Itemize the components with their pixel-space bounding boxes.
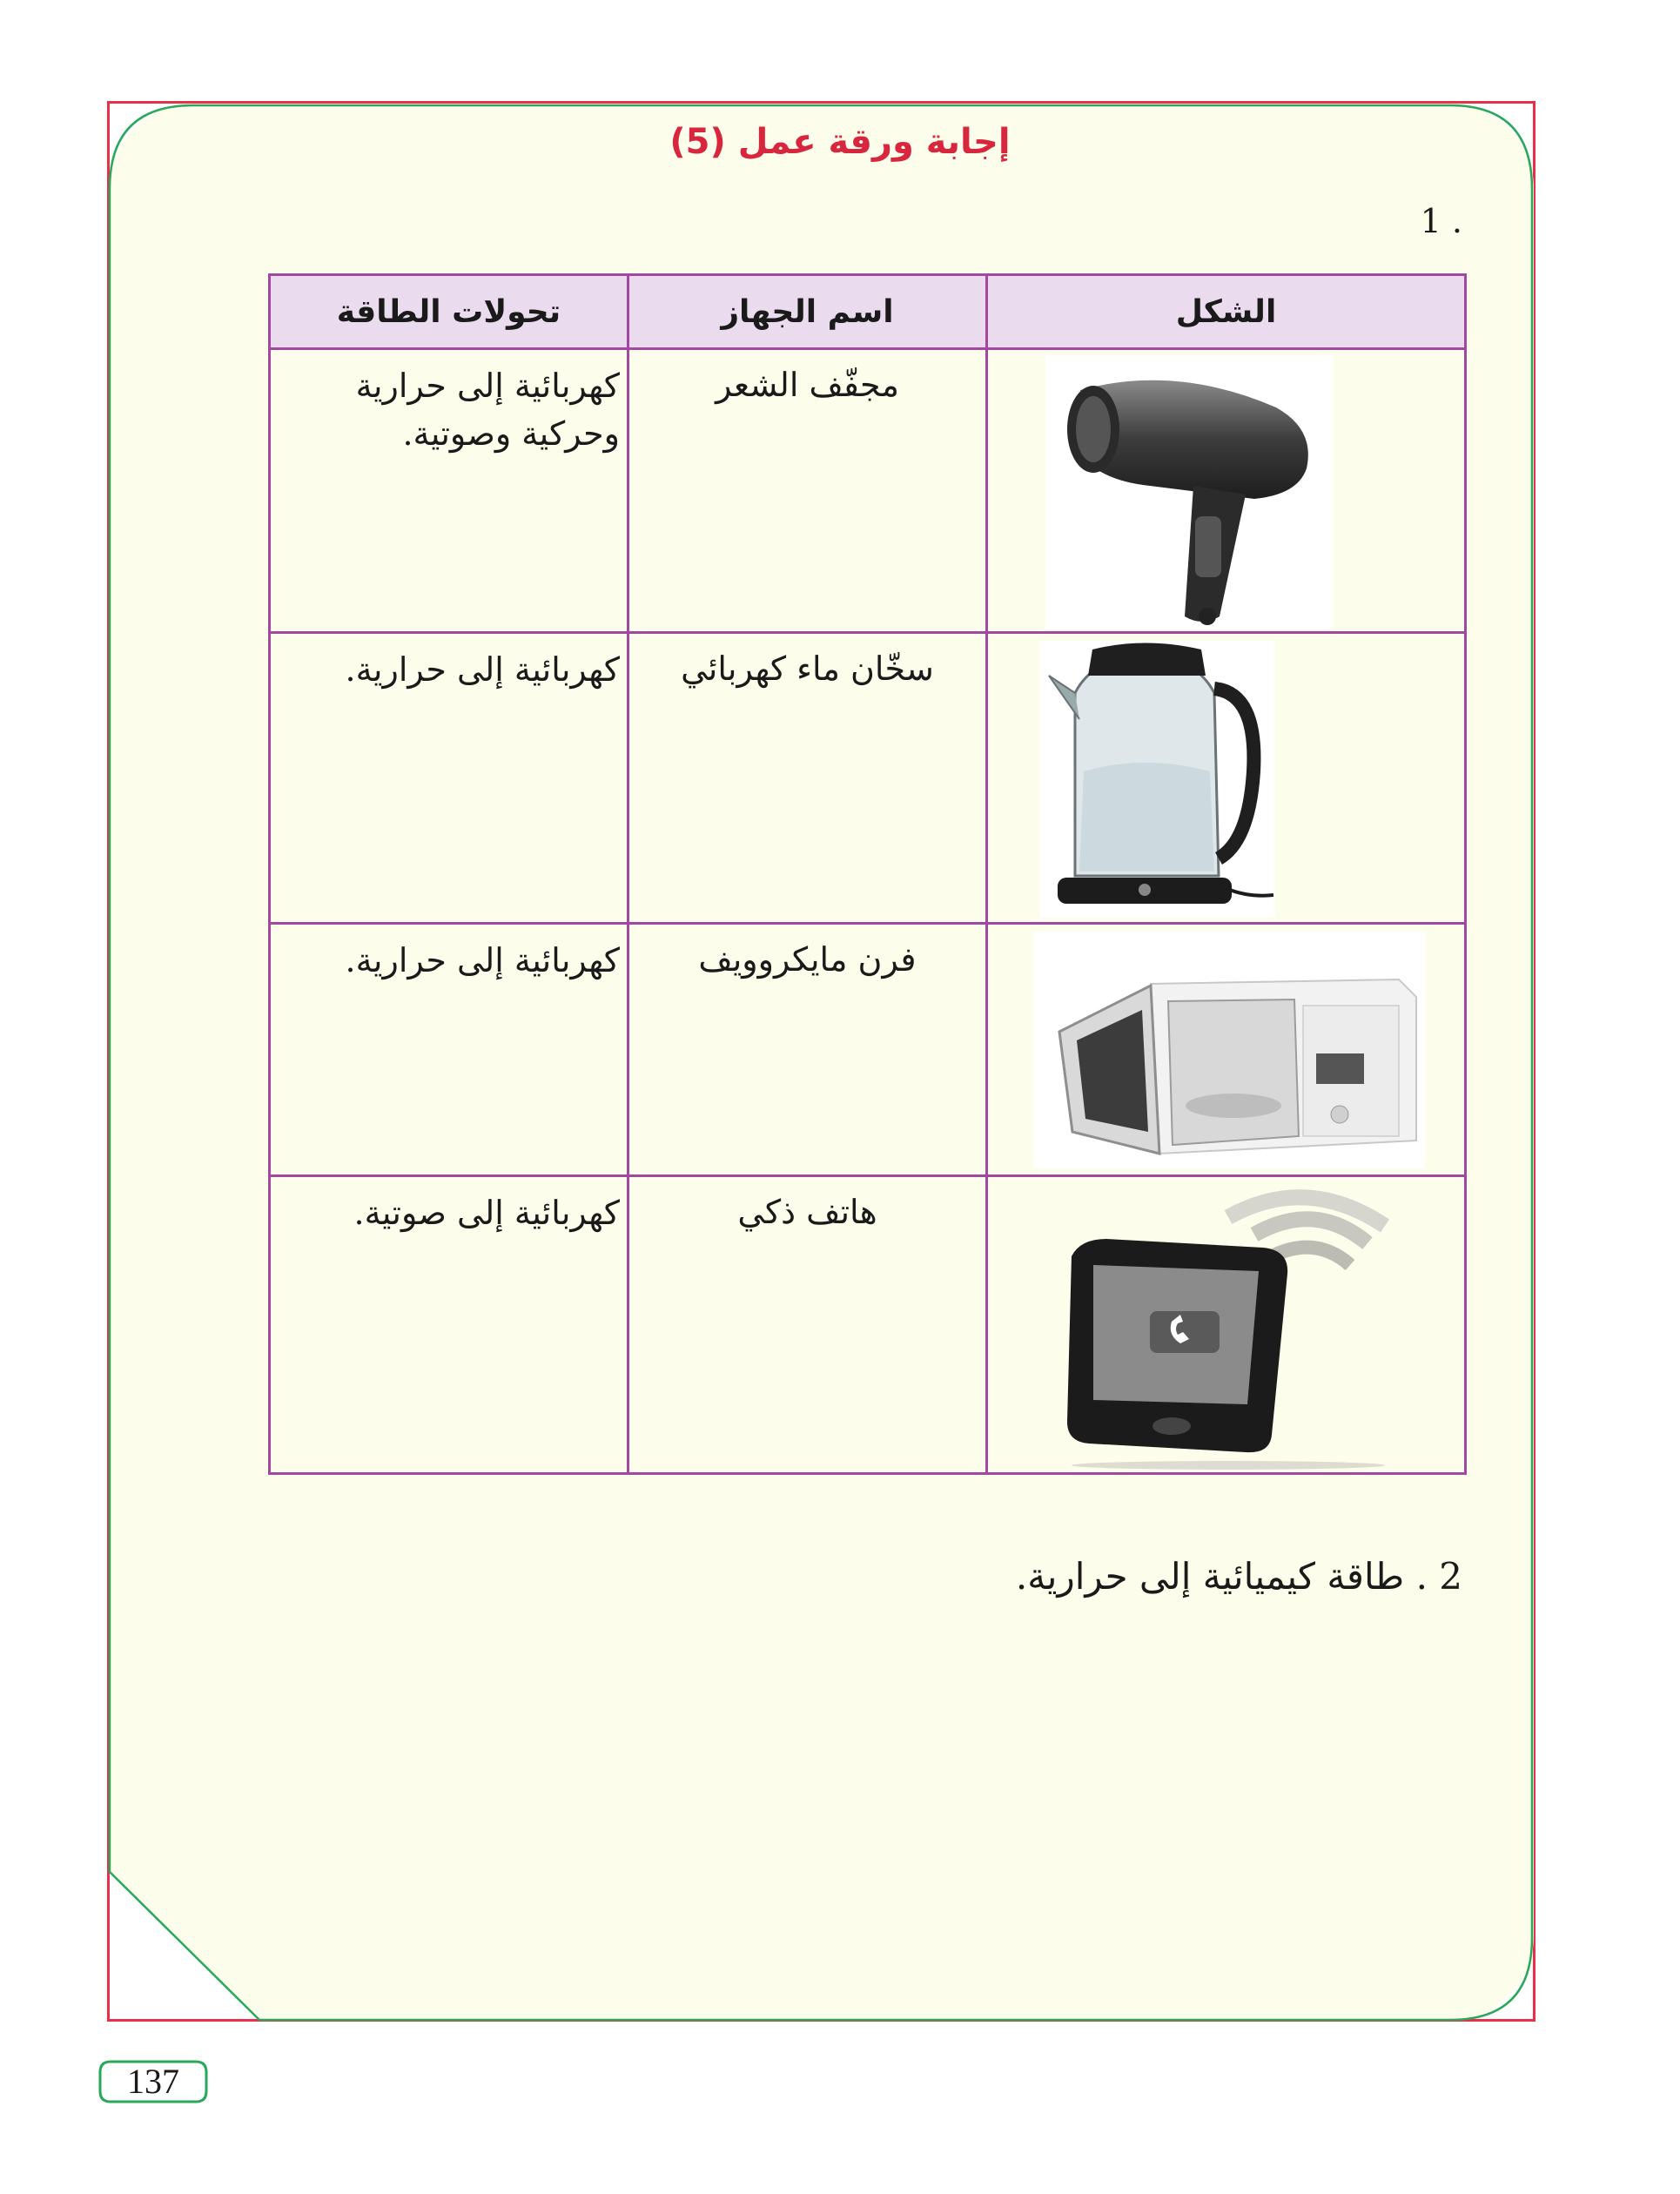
table-row [270,349,1466,633]
microwave-oven-icon [1033,932,1425,1168]
shape-cell [987,349,1466,633]
table-row [270,1176,1466,1474]
energy-transformation-cell: كهربائية إلى حرارية وحركية وصوتية. [270,349,628,633]
device-name-cell: هاتف ذكي [628,1176,987,1474]
table-row [270,633,1466,924]
energy-transformation-cell: كهربائية إلى حرارية. [270,633,628,924]
smartphone-ringing-icon [1054,1182,1402,1473]
energy-transformation-cell: كهربائية إلى صوتية. [270,1176,628,1474]
shape-cell [987,1176,1466,1474]
energy-table [268,273,1467,1475]
page-number: 137 [127,2062,179,2101]
hair-dryer-icon [1045,355,1333,629]
shape-cell [987,924,1466,1176]
question-1-label: 1 . [1420,202,1462,240]
device-name-cell: فرن مايكروويف [628,924,987,1176]
device-name-cell: سخّان ماء كهربائي [628,633,987,924]
worksheet-title: إجابة ورقة عمل (5) [669,122,1011,162]
table-row [270,924,1466,1176]
header-energy-transformations: تحولات الطاقة [270,275,628,349]
question-2-answer: 2 . طاقة كيميائية إلى حرارية. [1015,1555,1462,1598]
device-name-cell: مجفّف الشعر [628,349,987,633]
header-shape: الشكل [987,275,1466,349]
energy-transformation-cell: كهربائية إلى حرارية. [270,924,628,1176]
header-device-name: اسم الجهاز [628,275,987,349]
electric-kettle-icon [1040,641,1275,918]
shape-cell [987,633,1466,924]
table-header-row [270,275,1466,349]
